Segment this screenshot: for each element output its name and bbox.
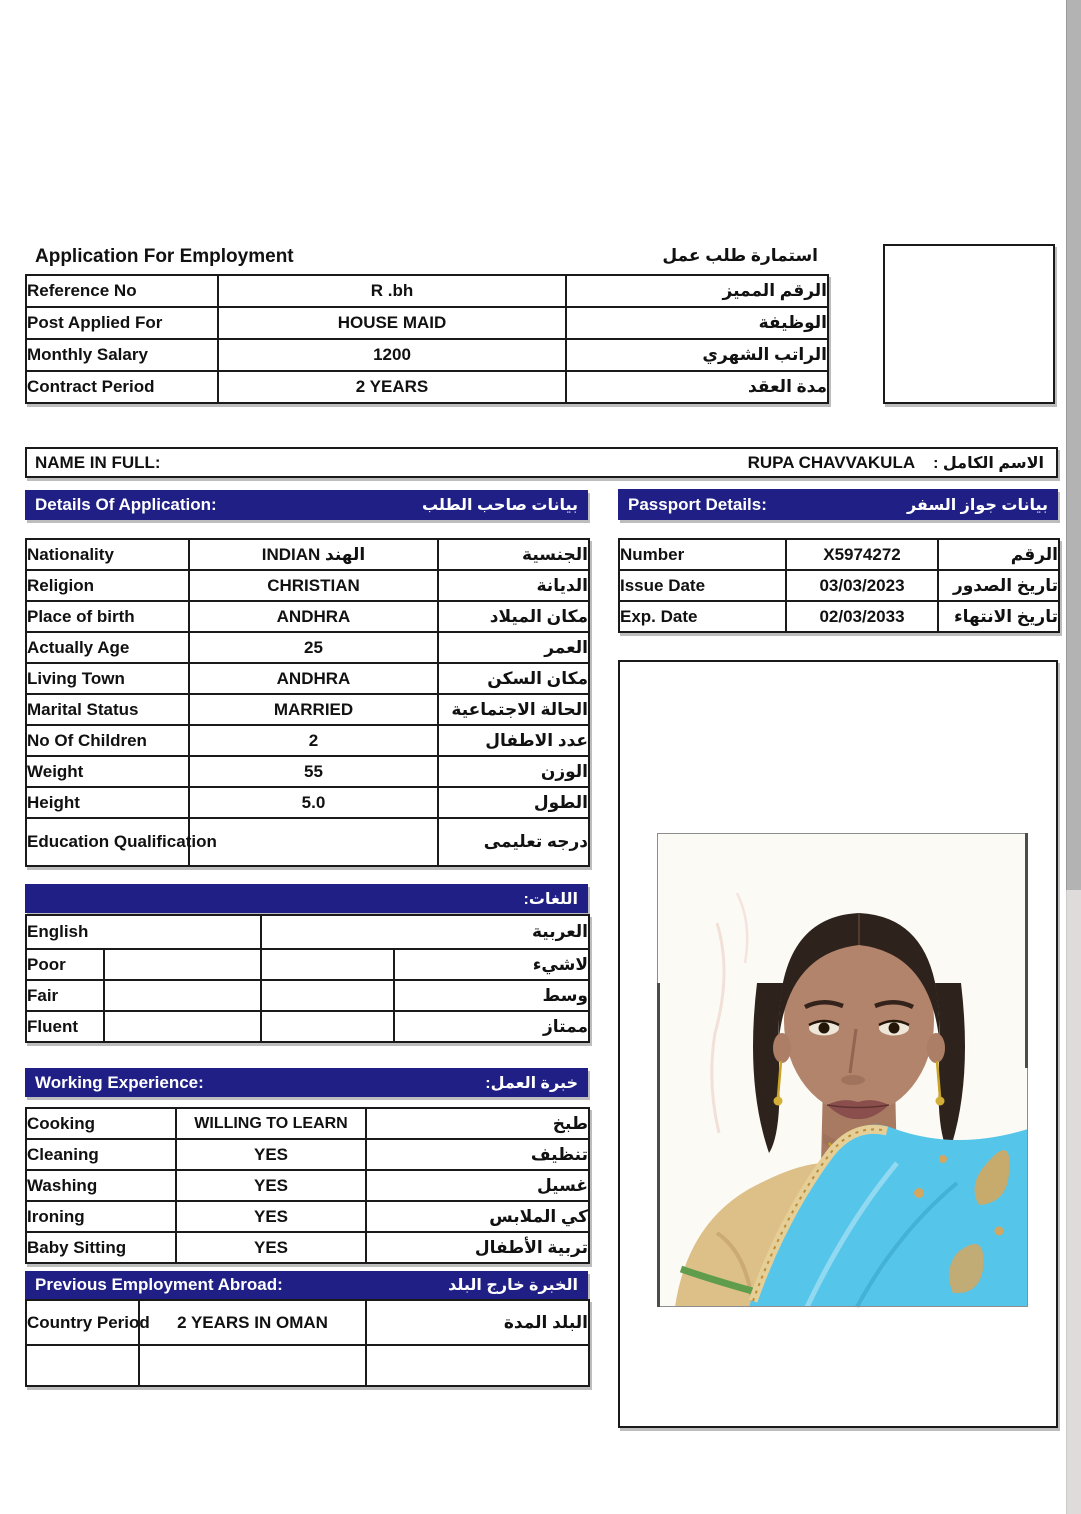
field-value: ANDHRA bbox=[189, 601, 438, 632]
field-label: Height bbox=[26, 787, 189, 818]
field-label-arabic: الطول bbox=[438, 787, 589, 818]
field-label: Fair bbox=[26, 980, 104, 1011]
section-header-details bbox=[25, 490, 588, 520]
field-label: Place of birth bbox=[26, 601, 189, 632]
field-label-arabic: الراتب الشهري bbox=[566, 339, 828, 371]
field-label-arabic: الديانة bbox=[438, 570, 589, 601]
table-row bbox=[26, 1108, 589, 1139]
field-label-arabic: مكان الميلاد bbox=[438, 601, 589, 632]
field-value: 25 bbox=[189, 632, 438, 663]
field-value: YES bbox=[176, 1170, 366, 1201]
field-label: Marital Status bbox=[26, 694, 189, 725]
field-label-arabic: الرقم المميز bbox=[566, 275, 828, 307]
field-label: Washing bbox=[26, 1170, 176, 1201]
table-row bbox=[26, 725, 589, 756]
section-title: Previous Employment Abroad: bbox=[35, 1275, 283, 1294]
languages-table bbox=[25, 948, 590, 1043]
photo-placeholder-box bbox=[883, 244, 1055, 404]
field-value: 5.0 bbox=[189, 787, 438, 818]
field-value: MARRIED bbox=[189, 694, 438, 725]
field-label: Exp. Date bbox=[619, 601, 786, 632]
table-row bbox=[26, 949, 589, 980]
empty-cell bbox=[261, 980, 394, 1011]
field-value bbox=[189, 818, 438, 866]
name-label-arabic: الاسم الكامل : bbox=[933, 454, 1044, 472]
table-row bbox=[26, 915, 589, 949]
table-row bbox=[26, 787, 589, 818]
field-value: 02/03/2033 bbox=[786, 601, 938, 632]
field-label: Religion bbox=[26, 570, 189, 601]
field-label-arabic: العمر bbox=[438, 632, 589, 663]
field-value: YES bbox=[176, 1232, 366, 1263]
field-label: Issue Date bbox=[619, 570, 786, 601]
empty-cell bbox=[104, 1011, 261, 1042]
section-title: Working Experience: bbox=[35, 1072, 204, 1092]
section-header-experience bbox=[25, 1068, 588, 1097]
field-label-arabic: الجنسية bbox=[438, 539, 589, 570]
field-label: No Of Children bbox=[26, 725, 189, 756]
field-label-arabic: الرقم bbox=[938, 539, 1059, 570]
field-label: Number bbox=[619, 539, 786, 570]
field-label: Fluent bbox=[26, 1011, 104, 1042]
table-row bbox=[26, 980, 589, 1011]
field-label-arabic: درجه تعليمى bbox=[438, 818, 589, 866]
empty-cell bbox=[261, 949, 394, 980]
table-row bbox=[26, 1345, 589, 1386]
field-label: Cleaning bbox=[26, 1139, 176, 1170]
empty-cell bbox=[261, 1011, 394, 1042]
section-title: Passport Details: bbox=[628, 494, 767, 514]
field-label-arabic: تنظيف bbox=[366, 1139, 589, 1170]
empty-cell bbox=[104, 949, 261, 980]
field-value: 03/03/2023 bbox=[786, 570, 938, 601]
field-label-arabic: تاريخ الصدور bbox=[938, 570, 1059, 601]
table-row bbox=[26, 663, 589, 694]
section-title-arabic: اللغات: bbox=[523, 890, 578, 908]
field-label-arabic: الحالة الاجتماعية bbox=[438, 694, 589, 725]
details-table bbox=[25, 538, 590, 867]
field-value: R .bh bbox=[218, 275, 566, 307]
table-row bbox=[26, 275, 828, 307]
field-label-arabic: البلد المدة bbox=[366, 1300, 589, 1345]
field-value: CHRISTIAN bbox=[189, 570, 438, 601]
empty-cell bbox=[104, 980, 261, 1011]
table-row bbox=[619, 570, 1059, 601]
section-title-arabic: خبرة العمل: bbox=[485, 1074, 578, 1092]
field-label-arabic: الوظيفة bbox=[566, 307, 828, 339]
experience-table bbox=[25, 1107, 590, 1264]
section-title-arabic: بيانات صاحب الطلب bbox=[421, 497, 578, 514]
table-row bbox=[619, 601, 1059, 632]
section-header-previous-employment bbox=[25, 1271, 588, 1299]
field-value: YES bbox=[176, 1139, 366, 1170]
section-header-languages bbox=[25, 884, 588, 913]
table-row bbox=[26, 339, 828, 371]
table-row bbox=[26, 307, 828, 339]
top-info-table bbox=[25, 274, 829, 404]
table-row bbox=[619, 539, 1059, 570]
table-row bbox=[26, 818, 589, 866]
field-label: English bbox=[26, 915, 261, 949]
table-row bbox=[26, 1011, 589, 1042]
field-label: Living Town bbox=[26, 663, 189, 694]
field-value: X5974272 bbox=[786, 539, 938, 570]
field-value: ANDHRA bbox=[189, 663, 438, 694]
table-row bbox=[26, 601, 589, 632]
field-label: Monthly Salary bbox=[26, 339, 218, 371]
field-label-arabic: العربية bbox=[261, 915, 589, 949]
applicant-name: RUPA CHAVVAKULA bbox=[747, 452, 916, 472]
field-value bbox=[139, 1345, 366, 1386]
field-label-arabic: كي الملابس bbox=[366, 1201, 589, 1232]
name-in-full-row bbox=[25, 447, 1058, 478]
field-value: WILLING TO LEARN bbox=[176, 1108, 366, 1139]
field-value: INDIAN الهند bbox=[189, 539, 438, 570]
field-value: 2 YEARS IN OMAN bbox=[139, 1300, 366, 1345]
field-label-arabic: مدة العقد bbox=[566, 371, 828, 403]
field-label: Actually Age bbox=[26, 632, 189, 663]
table-row bbox=[26, 632, 589, 663]
field-label: Country Period bbox=[26, 1300, 139, 1345]
field-label: Poor bbox=[26, 949, 104, 980]
scrollbar-track[interactable] bbox=[1066, 890, 1081, 1514]
applicant-photo-frame bbox=[618, 660, 1058, 1428]
field-value: 2 YEARS bbox=[218, 371, 566, 403]
table-row bbox=[26, 1139, 589, 1170]
field-label-arabic: غسيل bbox=[366, 1170, 589, 1201]
name-label: NAME IN FULL: bbox=[35, 452, 161, 472]
field-label-arabic: تربية الأطفال bbox=[366, 1232, 589, 1263]
field-label: Ironing bbox=[26, 1201, 176, 1232]
applicant-photo bbox=[657, 833, 1028, 1307]
languages-table-header bbox=[25, 914, 590, 950]
section-title: Details Of Application: bbox=[35, 495, 217, 514]
field-label: Baby Sitting bbox=[26, 1232, 176, 1263]
field-label: Contract Period bbox=[26, 371, 218, 403]
previous-employment-table bbox=[25, 1299, 590, 1387]
field-label-arabic: طبخ bbox=[366, 1108, 589, 1139]
table-row bbox=[26, 570, 589, 601]
table-row bbox=[26, 1170, 589, 1201]
field-value: 1200 bbox=[218, 339, 566, 371]
field-value: 55 bbox=[189, 756, 438, 787]
table-row bbox=[26, 539, 589, 570]
page-title-arabic: استمارة طلب عمل bbox=[662, 246, 818, 265]
field-value: YES bbox=[176, 1201, 366, 1232]
field-label: Post Applied For bbox=[26, 307, 218, 339]
field-label-arabic: لاشيء bbox=[394, 949, 589, 980]
table-row bbox=[26, 1201, 589, 1232]
field-label: Nationality bbox=[26, 539, 189, 570]
scrollbar-thumb[interactable] bbox=[1066, 0, 1081, 890]
field-label: Cooking bbox=[26, 1108, 176, 1139]
field-value: HOUSE MAID bbox=[218, 307, 566, 339]
field-label-arabic: عدد الاطفال bbox=[438, 725, 589, 756]
passport-table bbox=[618, 538, 1060, 633]
field-label-arabic: تاريخ الانتهاء bbox=[938, 601, 1059, 632]
field-label-arabic: مكان السكن bbox=[438, 663, 589, 694]
table-row bbox=[26, 1232, 589, 1263]
page-title: Application For Employment bbox=[35, 246, 294, 267]
table-row bbox=[26, 694, 589, 725]
field-label: Weight bbox=[26, 756, 189, 787]
section-title-arabic: الخبرة خارج البلد bbox=[448, 1277, 578, 1294]
field-value: 2 bbox=[189, 725, 438, 756]
section-title-arabic: بيانات جواز السفر bbox=[906, 496, 1048, 514]
table-row bbox=[26, 1300, 589, 1345]
table-row bbox=[26, 371, 828, 403]
field-label-arabic bbox=[366, 1345, 589, 1386]
field-label-arabic: الوزن bbox=[438, 756, 589, 787]
table-row bbox=[26, 756, 589, 787]
field-label: Reference No bbox=[26, 275, 218, 307]
field-label: Education Qualification bbox=[26, 818, 189, 866]
section-header-passport bbox=[618, 489, 1058, 520]
field-label-arabic: ممتاز bbox=[394, 1011, 589, 1042]
field-label-arabic: وسط bbox=[394, 980, 589, 1011]
field-label bbox=[26, 1345, 139, 1386]
